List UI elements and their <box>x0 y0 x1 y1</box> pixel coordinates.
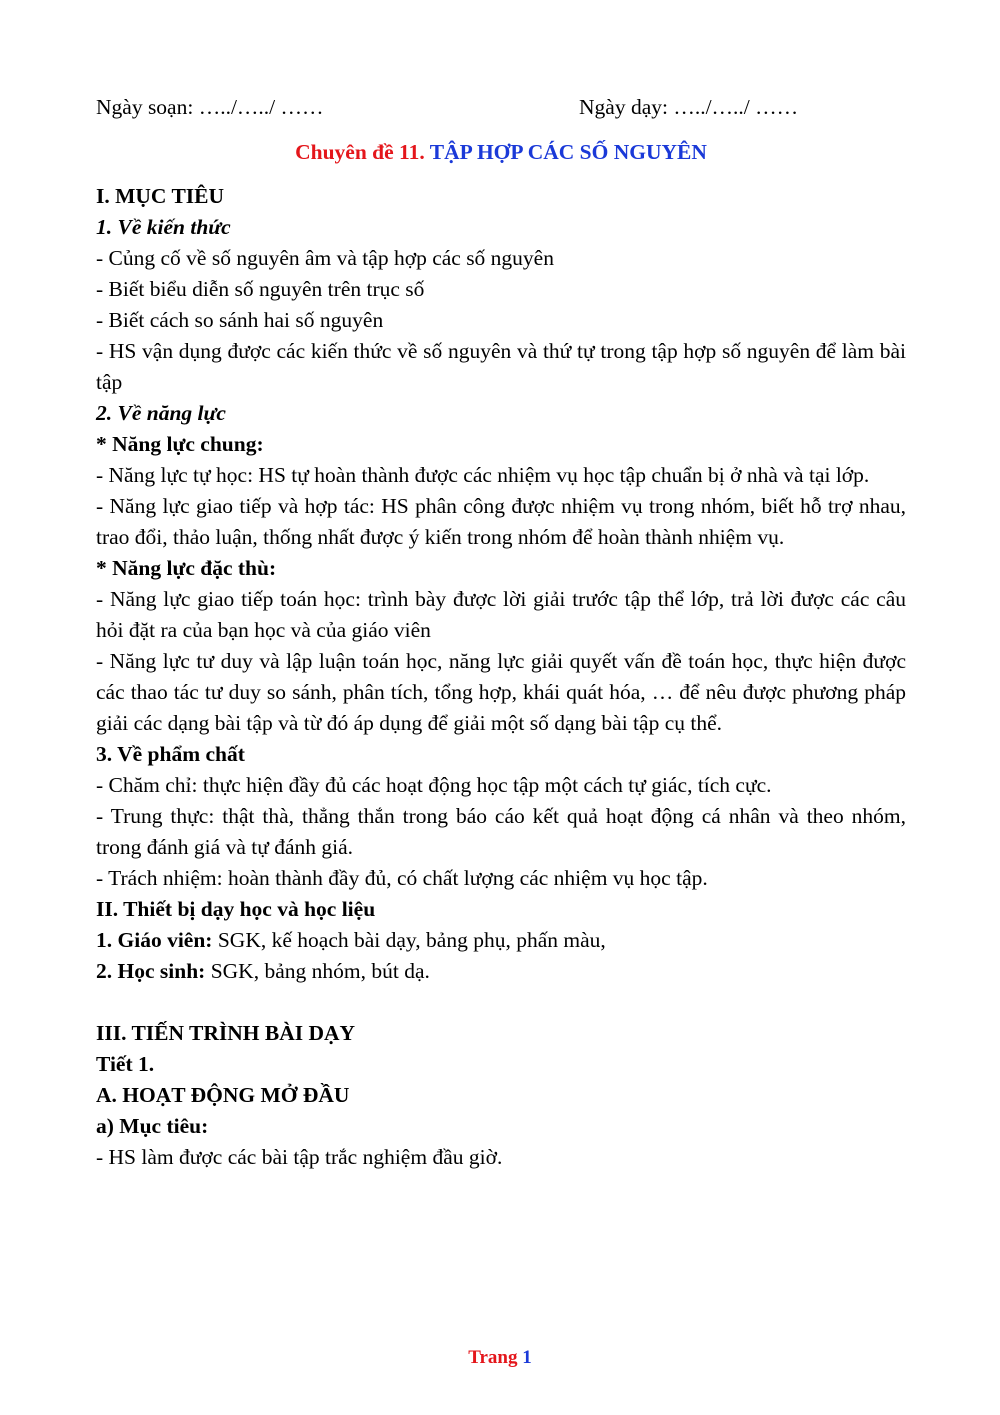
title-main: TẬP HỢP CÁC SỐ NGUYÊN <box>429 140 707 164</box>
page-number: 1 <box>522 1347 532 1368</box>
section-heading-equipment: II. Thiết bị dạy học và học liệu <box>96 897 376 921</box>
page-footer <box>0 1345 1000 1371</box>
knowledge-item: - HS vận dụng được các kiến thức về số nguyên và thứ tự trong tập hợp số nguyên để làm bài tập <box>96 339 906 394</box>
specific-competence-item: - Năng lực tư duy và lập luận toán học, năng lực giải quyết vấn đề toán học, thực hiện được các thao tác tư duy so sánh, phân tích, tổng hợp, khái quát hóa, … để nêu được phương pháp giải các dạng bài tập và từ đó áp dụng để giải một số dạng bài tập cụ thể. <box>96 649 906 735</box>
document-title <box>96 137 906 168</box>
activity-heading: A. HOẠT ĐỘNG MỞ ĐẦU <box>96 1083 350 1107</box>
period-label: Tiết 1. <box>96 1052 155 1076</box>
specific-competence-item: - Năng lực giao tiếp toán học: trình bày được lời giải trước tập thể lớp, trả lời được các câu hỏi đặt ra của bạn học và của giáo viên <box>96 587 906 642</box>
section-heading-process: III. TIẾN TRÌNH BÀI DẠY <box>96 1021 356 1045</box>
objective-item: - HS làm được các bài tập trắc nghiệm đầu giờ. <box>96 1145 503 1169</box>
equipment-student <box>96 956 906 987</box>
knowledge-item: - Củng cố về số nguyên âm và tập hợp các số nguyên <box>96 246 554 270</box>
section-heading-objectives: I. MỤC TIÊU <box>96 184 225 208</box>
date-prepared: Ngày soạn: …../…../ …… <box>96 95 324 119</box>
date-taught: Ngày dạy: …../…../ …… <box>579 95 799 119</box>
knowledge-item: - Biết biểu diễn số nguyên trên trục số <box>96 277 425 301</box>
knowledge-item: - Biết cách so sánh hai số nguyên <box>96 308 384 332</box>
specific-competence-heading: * Năng lực đặc thù: <box>96 556 277 580</box>
quality-item: - Trung thực: thật thà, thẳng thắn trong báo cáo kết quả hoạt động cá nhân và theo nhóm, trong đánh giá và tự đánh giá. <box>96 804 906 859</box>
subheading-knowledge: 1. Về kiến thức <box>96 215 231 239</box>
student-text: SGK, bảng nhóm, bút dạ. <box>205 959 430 983</box>
page-label: Trang <box>468 1347 518 1368</box>
general-competence-heading: * Năng lực chung: <box>96 432 264 456</box>
subheading-competence: 2. Về năng lực <box>96 401 226 425</box>
quality-item: - Chăm chỉ: thực hiện đầy đủ các hoạt động học tập một cách tự giác, tích cực. <box>96 773 772 797</box>
teacher-text: SGK, kế hoạch bài dạy, bảng phụ, phấn màu, <box>212 928 606 952</box>
document-page <box>96 92 906 1173</box>
objective-heading: a) Mục tiêu: <box>96 1114 209 1138</box>
equipment-teacher <box>96 925 906 956</box>
student-label: 2. Học sinh: <box>96 959 206 983</box>
title-prefix: Chuyên đề 11. <box>295 140 425 164</box>
date-row <box>96 92 906 123</box>
general-competence-item: - Năng lực tự học: HS tự hoàn thành được các nhiệm vụ học tập chuẩn bị ở nhà và tại lớp. <box>96 463 870 487</box>
general-competence-item: - Năng lực giao tiếp và hợp tác: HS phân công được nhiệm vụ trong nhóm, biết hỗ trợ nhau, trao đổi, thảo luận, thống nhất được ý kiến trong nhóm để hoàn thành nhiệm vụ. <box>96 494 906 549</box>
teacher-label: 1. Giáo viên: <box>96 928 213 952</box>
quality-item: - Trách nhiệm: hoàn thành đầy đủ, có chất lượng các nhiệm vụ học tập. <box>96 866 708 890</box>
spacer <box>96 987 906 1018</box>
subheading-qualities: 3. Về phẩm chất <box>96 742 245 766</box>
